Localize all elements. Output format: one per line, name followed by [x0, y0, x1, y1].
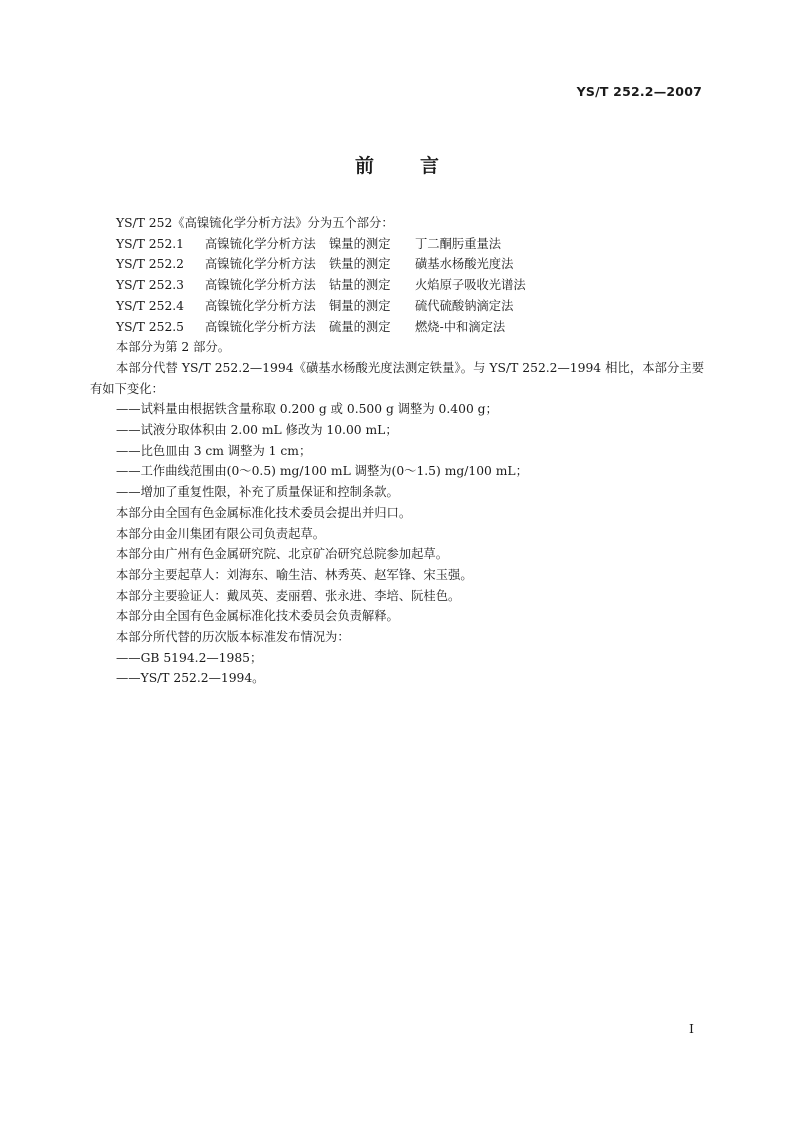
- part-code: YS/T 252.4: [116, 298, 184, 313]
- part-method: 燃烧-中和滴定法: [415, 319, 506, 334]
- part-code: YS/T 252.2: [116, 257, 184, 272]
- statement-verifiers: 本部分主要验证人：戴凤英、麦丽碧、张永进、李培、阮桂色。: [116, 588, 461, 603]
- part-series: 高镍锍化学分析方法: [205, 278, 316, 293]
- part-list-item: [90, 275, 704, 296]
- foreword-body: [90, 213, 704, 689]
- title-char-2: 言: [420, 155, 440, 177]
- statement-history-intro: 本部分所代替的历次版本标准发布情况为：: [116, 630, 350, 645]
- part-method: 火焰原子吸收光谱法: [415, 278, 526, 293]
- statement-drafted-by: 本部分由金川集团有限公司负责起草。: [116, 526, 326, 541]
- part-item: 铜量的测定: [329, 298, 391, 313]
- change-item: ——试液分取体积由 2.00 mL 修改为 10.00 mL；: [116, 423, 398, 438]
- statement-interpretation: 本部分由全国有色金属标准化技术委员会负责解释。: [116, 609, 399, 624]
- part-list-item: [90, 254, 704, 275]
- title-char-1: 前: [354, 155, 374, 177]
- part-list-item: [90, 317, 704, 338]
- page-title: [0, 151, 794, 178]
- part-series: 高镍锍化学分析方法: [205, 236, 316, 251]
- history-item: ——GB 5194.2—1985；: [116, 650, 263, 665]
- statement-participants: 本部分由广州有色金属研究院、北京矿冶研究总院参加起草。: [116, 547, 449, 562]
- standard-code: YS/T 252.2—2007: [576, 84, 702, 99]
- replaces-paragraph: 本部分代替 YS/T 252.2—1994《磺基水杨酸光度法测定铁量》。与 YS/T 252.2—1994 相比，本部分主要有如下变化：: [90, 360, 704, 396]
- part-list-item: [90, 234, 704, 255]
- change-item: ——增加了重复性限，补充了质量保证和控制条款。: [116, 485, 399, 500]
- intro-paragraph: YS/T 252《高镍锍化学分析方法》分为五个部分：: [116, 216, 394, 230]
- part-method: 硫代硫酸钠滴定法: [415, 298, 514, 313]
- page-number: I: [689, 1021, 694, 1036]
- part-item: 镍量的测定: [329, 236, 391, 251]
- part-series: 高镍锍化学分析方法: [205, 298, 316, 313]
- part-item: 钴量的测定: [329, 278, 391, 293]
- statement-drafters: 本部分主要起草人：刘海东、喻生洁、林秀英、赵军锋、宋玉强。: [116, 567, 473, 582]
- part-code: YS/T 252.5: [116, 319, 184, 334]
- part-code: YS/T 252.1: [116, 236, 184, 251]
- part-code: YS/T 252.3: [116, 278, 184, 293]
- part-method: 丁二酮肟重量法: [415, 236, 502, 251]
- part-item: 硫量的测定: [329, 319, 391, 334]
- part-series: 高镍锍化学分析方法: [205, 257, 316, 272]
- part-method: 磺基水杨酸光度法: [415, 257, 514, 272]
- statement-proposed-by: 本部分由全国有色金属标准化技术委员会提出并归口。: [116, 505, 412, 520]
- change-item: ——工作曲线范围由(0～0.5) mg/100 mL 调整为(0～1.5) mg/100 mL；: [116, 464, 528, 479]
- part-item: 铁量的测定: [329, 257, 391, 272]
- this-part-paragraph: 本部分为第 2 部分。: [116, 340, 231, 355]
- part-list-item: [90, 296, 704, 317]
- change-item: ——比色皿由 3 cm 调整为 1 cm；: [116, 443, 312, 458]
- change-item: ——试料量由根据铁含量称取 0.200 g 或 0.500 g 调整为 0.400 g；: [116, 402, 498, 417]
- part-series: 高镍锍化学分析方法: [205, 319, 316, 334]
- history-item: ——YS/T 252.2—1994。: [116, 671, 265, 686]
